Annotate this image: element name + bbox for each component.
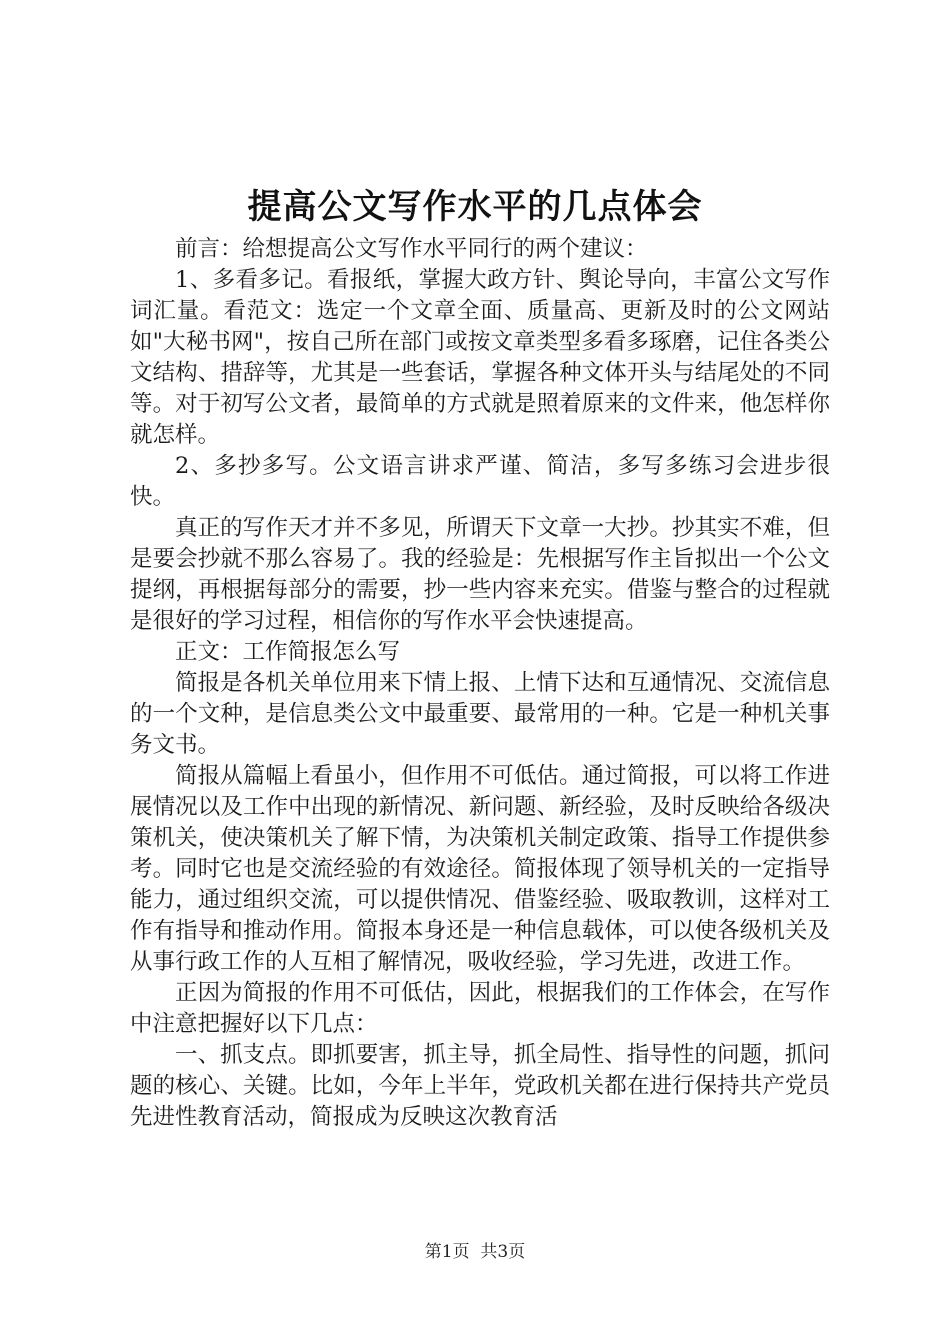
- footer-spacer: [470, 1242, 481, 1262]
- document-body: [130, 234, 830, 1133]
- page-total: 共3页: [480, 1242, 526, 1262]
- paragraph-suggestion-1: 1、多看多记。看报纸，掌握大政方针、舆论导向，丰富公文写作词汇量。看范文：选定一个文章全面、质量高、更新及时的公文网站如"大秘书网"，按自己所在部门或按文章类型多看多琢磨，记住各类公文结构、措辞等，尤其是一些套话，掌握各种文体开头与结尾处的不同等。对于初写公文者，最简单的方式就是照着原来的文件来，他怎样你就怎样。: [130, 267, 830, 448]
- paragraph-main-heading: 正文：工作简报怎么写: [175, 639, 401, 665]
- paragraph-point-1: 一、抓支点。即抓要害，抓主导，抓全局性、指导性的问题，抓问题的核心、关键。比如，今年上半年，党政机关都在进行保持共产党员先进性教育活动，简报成为反映这次教育活: [130, 1042, 830, 1130]
- paragraph-key-points-intro: 正因为简报的作用不可低估，因此，根据我们的工作体会，在写作中注意把握好以下几点：: [130, 980, 830, 1037]
- paragraph-experience: 真正的写作天才并不多见，所谓天下文章一大抄。抄其实不难，但是要会抄就不那么容易了。我的经验是：先根据写作主旨拟出一个公文提纲，再根据每部分的需要，抄一些内容来充实。借鉴与整合的过程就是很好的学习过程，相信你的写作水平会快速提高。: [130, 515, 830, 634]
- paragraph-importance: 简报从篇幅上看虽小，但作用不可低估。通过简报，可以将工作进展情况以及工作中出现的新情况、新问题、新经验，及时反映给各级决策机关，使决策机关了解下情，为决策机关制定政策、指导工作提供参考。同时它也是交流经验的有效途径。简报体现了领导机关的一定指导能力，通过组织交流，可以提供情况、借鉴经验、吸取教训，这样对工作有指导和推动作用。简报本身还是一种信息载体，可以使各级机关及从事行政工作的人互相了解情况，吸收经验，学习先进，改进工作。: [130, 763, 830, 975]
- document-title: 提高公文写作水平的几点体会: [247, 187, 703, 227]
- paragraph-suggestion-2: 2、多抄多写。公文语言讲求严谨、简洁，多写多练习会进步很快。: [130, 453, 830, 510]
- paragraph-definition: 简报是各机关单位用来下情上报、上情下达和互通情况、交流信息的一个文种，是信息类公文中最重要、最常用的一种。它是一种机关事务文书。: [130, 670, 830, 758]
- page-number: 第1页: [424, 1242, 470, 1262]
- page-footer: [0, 1240, 950, 1264]
- paragraph-preface: 前言：给想提高公文写作水平同行的两个建议：: [175, 236, 648, 262]
